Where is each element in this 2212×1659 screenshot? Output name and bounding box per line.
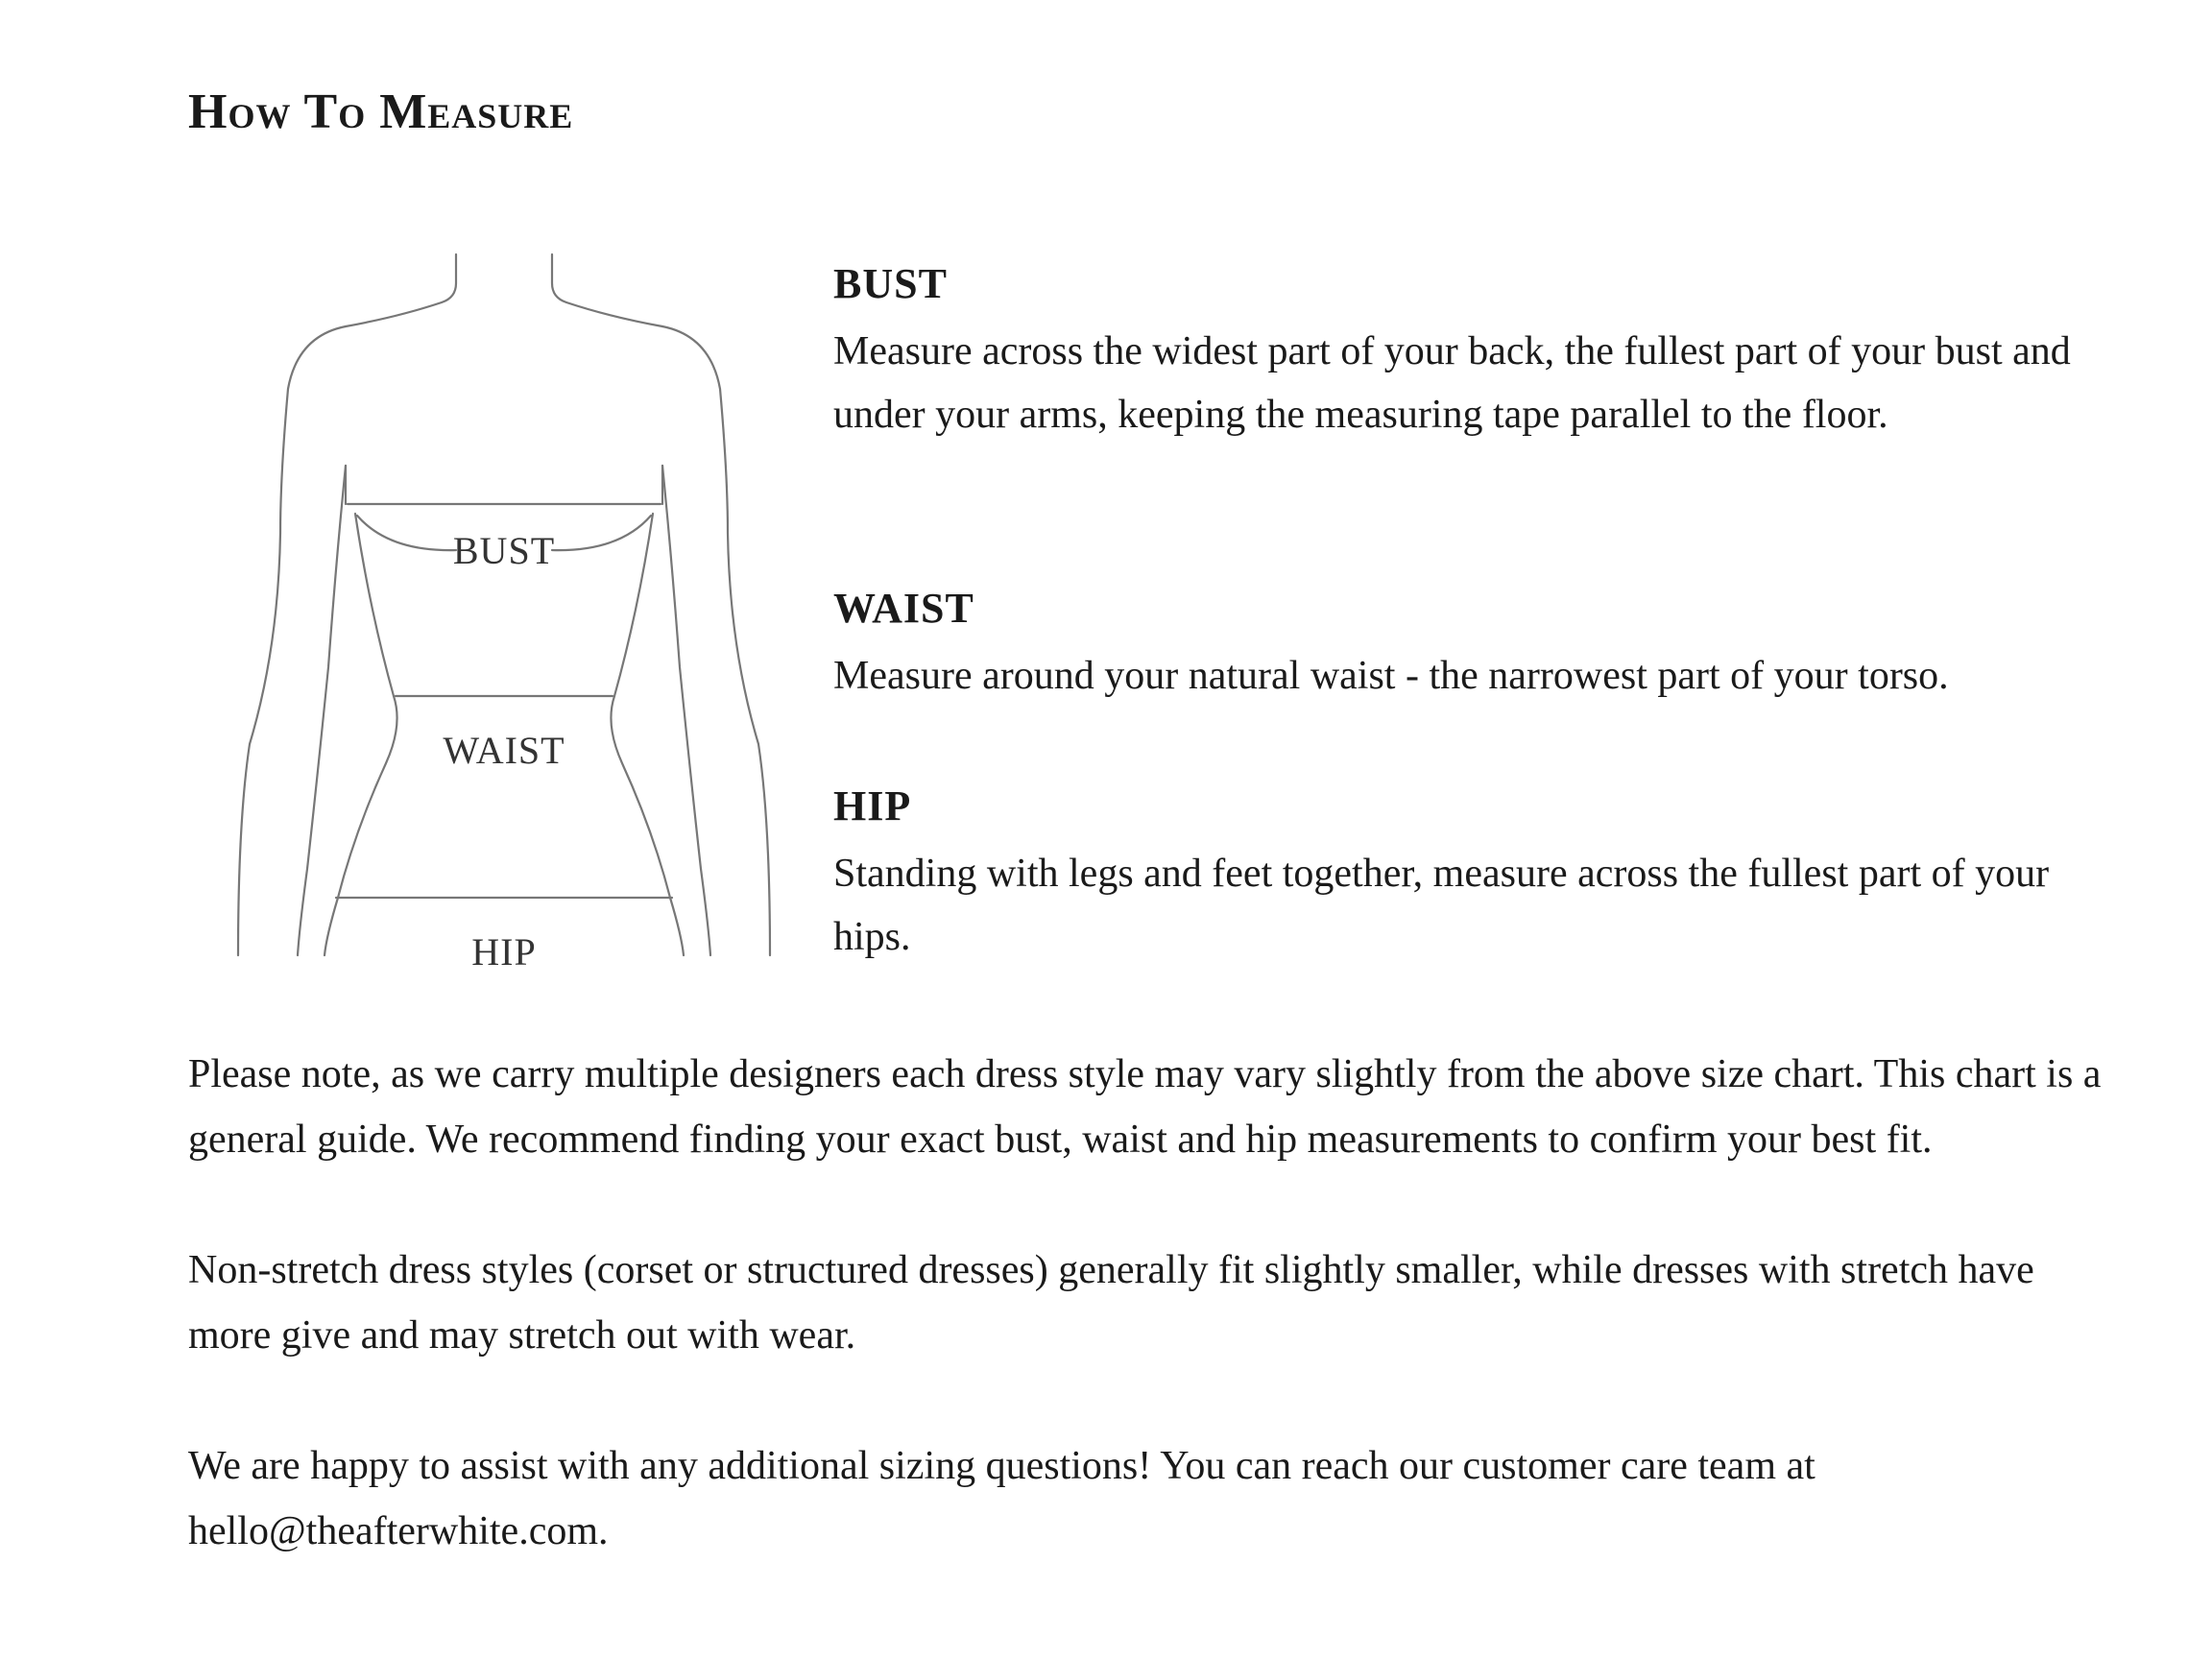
torso-outline-illustration: [221, 245, 787, 974]
figure-label-hip: HIP: [471, 930, 537, 974]
neck-right-line: [552, 254, 662, 326]
measure-heading-bust: BUST: [833, 260, 948, 307]
figure-label-bust: BUST: [452, 529, 556, 572]
body-measurement-diagram: [221, 245, 787, 974]
measure-heading-hip: HIP: [833, 782, 912, 830]
right-inner-arm: [662, 466, 710, 955]
page-title: How To Measure: [188, 84, 574, 139]
right-cup: [552, 516, 651, 550]
left-cup: [357, 516, 456, 550]
note-paragraph-designers: Please note, as we carry multiple designers each dress style may vary slightly from the above size chart. This chart is a general guide. We recommend finding your exact bust, waist and hip measurements to confirm your best fit.: [188, 1052, 2102, 1162]
measure-waist: [833, 584, 2110, 708]
measure-heading-waist: WAIST: [833, 585, 974, 632]
figure-label-waist: WAIST: [443, 729, 565, 772]
measure-hip: [833, 781, 2110, 969]
note-paragraph-stretch: Non-stretch dress styles (corset or structured dresses) generally fit slightly smaller, while dresses with stretch have more give and may stretch out with wear.: [188, 1248, 2034, 1358]
measure-text-hip: Standing with legs and feet together, measure across the fullest part of your hips.: [833, 851, 2050, 959]
measure-bust: [833, 259, 2110, 446]
note-paragraph-contact: We are happy to assist with any additional sizing questions! You can reach our customer care team at hello@theafterwhite.com.: [188, 1444, 1815, 1553]
left-inner-arm: [298, 466, 346, 955]
neck-left-line: [346, 254, 456, 326]
measure-text-bust: Measure across the widest part of your back, the fullest part of your bust and under your arms, keeping the measuring tape parallel to the floor.: [833, 328, 2071, 437]
measure-text-waist: Measure around your natural waist - the narrowest part of your torso.: [833, 653, 1949, 698]
sizing-notes: [188, 1042, 2108, 1629]
